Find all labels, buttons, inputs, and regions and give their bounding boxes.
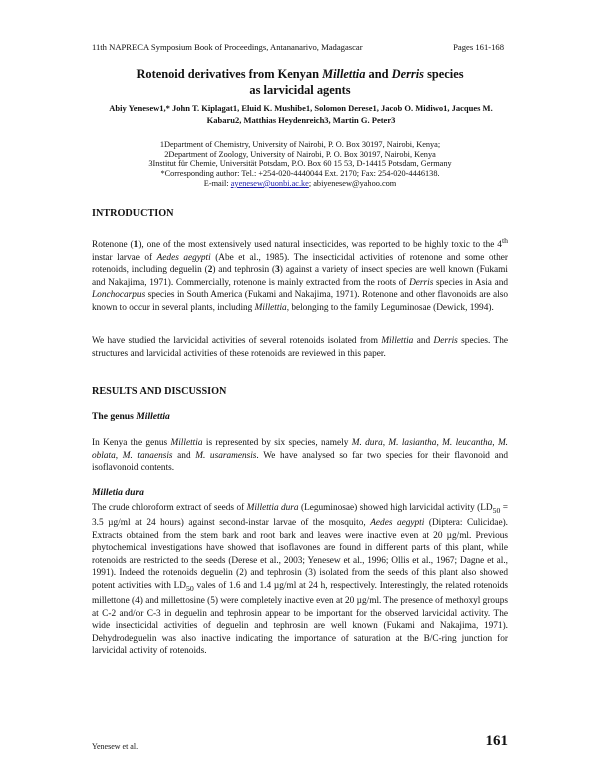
affiliations: 1Department of Chemistry, University of Nairobi, P. O. Box 30197, Nairobi, Kenya; 2Department of Zoology, University of Nairobi, P. O. Box 30197, Nairobi, Kenya 3Institut für Chemie, Universität Potsdam, P.O. Box 60 15 53, D-14415 Potsdam, Germany *Corresponding author: Tel.: +254-020-4440044 Ext. 2170; Fax: 254-020-4446138. E-mail: ayenesew@uonbi.ac.ke; abiyenesew@yahoo.com	[100, 140, 500, 189]
footer-author: Yenesew et al.	[92, 742, 139, 751]
paragraph-genus: In Kenya the genus Millettia is represented by six species, namely M. dura, M. lasiantha, M. leucantha, M. oblata, M. tanaensis and M. usaramensis. We have analysed so far two species for their flavonoid and isoflavonoid contents.	[92, 438, 509, 473]
paragraph-intro-1: Rotenone (1), one of the most extensively used natural insecticides, was reported to be highly toxic to the 4th instar larvae of Aedes aegypti (Abe et al., 1985). The insecticidal activities of rotenone and some other rotenoids, including deguelin (2) and tephrosin (3) against a variety of insect species are well known (Fukami and Nakajima, 1971). Commercially, rotenone is mainly extracted from the roots of Derris species in Asia and Lonchocarpus species in South America (Fukami and Nakajima, 1971). Rotenone and other flavonoids are also known to occur in several plants, including Millettia, belonging to the family Leguminosae (Dewick, 1994).	[92, 236, 508, 313]
subsection-heading-milletia-dura: Milletia dura	[92, 487, 144, 498]
running-header	[92, 42, 504, 52]
section-heading-results: RESULTS AND DISCUSSION	[92, 386, 227, 397]
header-left: 11th NAPRECA Symposium Book of Proceedings, Antananarivo, Madagascar	[92, 42, 363, 52]
author-list: Abiy Yenesew1,* John T. Kiplagat1, Eluid K. Mushibe1, Solomon Derese1, Jacob O. Midiwo1, Jacques M. Kabaru2, Matthias Heydenreich3, Martin G. Peter3	[109, 103, 493, 125]
paper-title: Rotenoid derivatives from Kenyan Millettia and Derris species as larvicidal agents	[136, 67, 464, 97]
email-line: E-mail: ayenesew@uonbi.ac.ke; abiyenesew@yahoo.com	[203, 178, 397, 188]
email-link[interactable]: ayenesew@uonbi.ac.ke	[230, 178, 309, 188]
section-heading-introduction: INTRODUCTION	[92, 208, 174, 219]
header-right: Pages 161-168	[453, 42, 504, 52]
paragraph-milletia-dura: The crude chloroform extract of seeds of Millettia dura (Leguminosae) showed high larvicidal activity ($LD_{50} = 3.5$ µg/ml at 24 hours) against second-instar larvae of the mosquito, Aedes aegypti (Diptera: Culicidae). Extracts obtained from the stem bark and root bark and leaves were inactive even at 20 µg/ml. Previous phytochemical investigations have showed that isoflavones are found in different parts of this plant, while rotenoids are restricted to the seeds (Derese et al., 2003; Yenesew et al., 1996; Ollis et al., 1967; Dagne et al., 1991). Indeed the rotenoids deguelin (2) and tephrosin (3) isolated from the seeds of this plant also showed potent activities with $LD_{50}$ vales of 1.6 and 1.4 µg/ml at 24 h, respectively. Interestingly, the related rotenoids millettone (4) and millettosine (5) were completely inactive even at 20 µg/ml. The presence of methoxyl groups at C-2 and/or C-3 in deguelin and tephrosin appear to be important for the observed larvicidal activity. The wide insecticidal activities of deguelin and tephrosin are well known (Fukami and Nakajima, 1971). Dehydrodeguelin was also inactive indicating the importance of saturation at the B/C-ring junction for larvicidal activity of rotenoids.	[92, 503, 509, 657]
paragraph-intro-2: We have studied the larvicidal activities of several rotenoids isolated from Millettia and Derris species. The structures and larvicidal activities of these rotenoids are reviewed in this paper.	[92, 336, 508, 359]
subsection-heading-genus: The genus Millettia	[92, 411, 170, 422]
page-number: 161	[485, 733, 508, 749]
